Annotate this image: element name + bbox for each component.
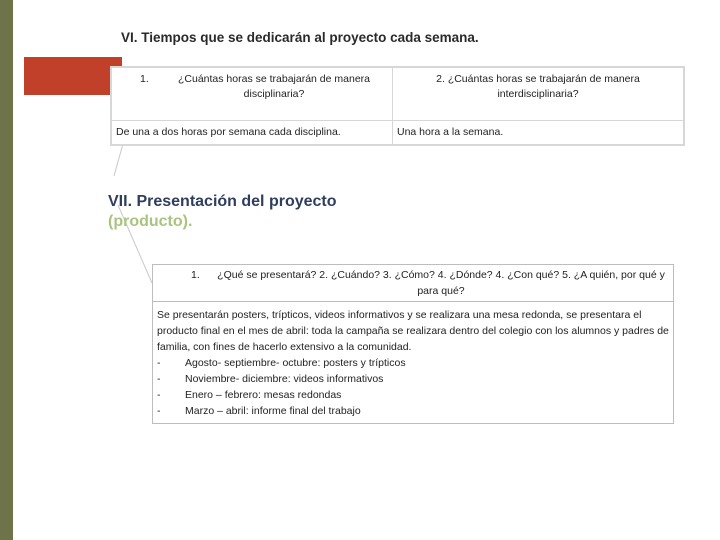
- schedule-list-item: [157, 403, 669, 419]
- schedule-list-item: [157, 355, 669, 371]
- schedule-list-item: [157, 387, 669, 403]
- list-dash: -: [157, 357, 161, 369]
- header-cell-disciplinary: [112, 68, 393, 120]
- red-accent-tab: [24, 57, 122, 95]
- list-item-text: Agosto- septiembre- octubre: posters y trípticos: [185, 357, 406, 369]
- section-7-heading: [108, 192, 337, 232]
- time-table-header-row: [112, 68, 683, 121]
- list-dash: -: [157, 373, 161, 385]
- time-table: [110, 66, 685, 146]
- section-7-title: VII. Presentación del proyecto: [108, 193, 337, 210]
- question-number: 1.: [140, 73, 149, 85]
- list-item-text: Noviembre- diciembre: videos informativos: [185, 373, 384, 385]
- section-7-subtitle: (producto).: [108, 213, 193, 230]
- presentation-table: [152, 264, 674, 424]
- question-number: 1.: [191, 269, 200, 281]
- answer-paragraph: Se presentarán posters, trípticos, videos informativos y se realizara una mesa redonda, se presentara el producto final en el mes de abril: toda la campaña se realizara dentro del colegio con los alumnos y padres de familia, con fines de hacerlo extensivo a la comunidad.: [157, 309, 669, 353]
- presentation-answer: [153, 307, 673, 419]
- answer-interdisciplinary: Una hora a la semana.: [397, 126, 504, 138]
- list-item-text: Marzo – abril: informe final del trabajo: [185, 405, 361, 417]
- header-cell-interdisciplinary: 2. ¿Cuántas horas se trabajarán de manera interdisciplinaria?: [436, 73, 640, 100]
- list-dash: -: [157, 389, 161, 401]
- presentation-questions-row: [153, 265, 673, 302]
- list-item-text: Enero – febrero: mesas redondas: [185, 389, 342, 401]
- presentation-questions: ¿Qué se presentará? 2. ¿Cuándo? 3. ¿Cómo? 4. ¿Dónde? 4. ¿Con qué? 5. ¿A quién, por qué y para qué?: [217, 269, 665, 297]
- schedule-list-item: [157, 371, 669, 387]
- question-disciplinary: ¿Cuántas horas se trabajarán de manera disciplinaria?: [177, 73, 371, 100]
- list-dash: -: [157, 405, 161, 417]
- answer-disciplinary: De una a dos horas por semana cada disciplina.: [112, 121, 393, 144]
- time-table-answer-row: [112, 121, 683, 144]
- left-accent-bar: [0, 0, 13, 540]
- section-6-heading: VI. Tiempos que se dedicarán al proyecto cada semana.: [121, 30, 479, 45]
